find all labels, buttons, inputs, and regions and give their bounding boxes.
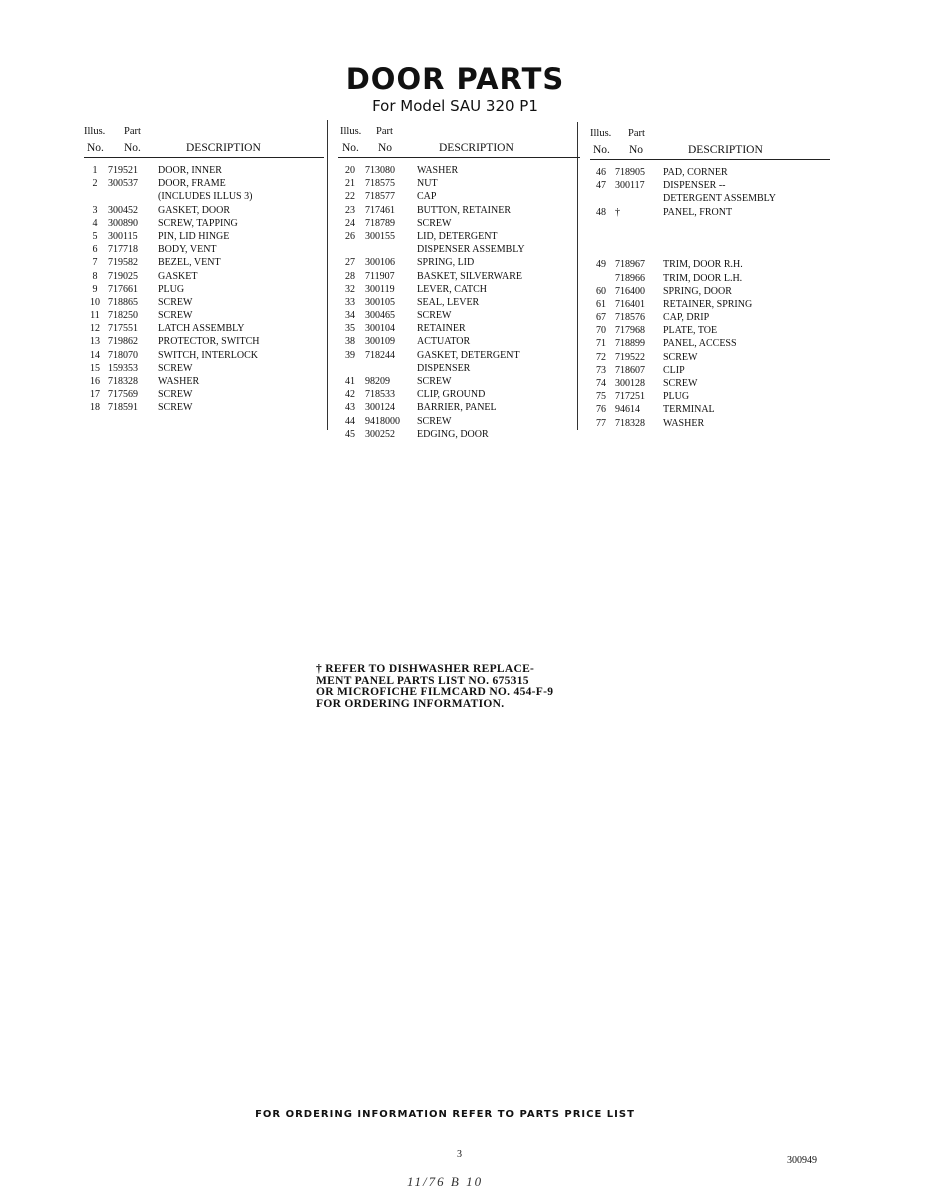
illus-number: 75 — [596, 391, 606, 403]
table-row — [338, 177, 580, 190]
table-row — [590, 232, 830, 245]
table-row — [590, 324, 830, 337]
illus-no-header: No. — [342, 142, 359, 154]
part-number: 718328 — [615, 417, 645, 429]
illus-header: Illus. — [84, 126, 106, 137]
illus-number: 9 — [92, 283, 98, 295]
illus-number: 23 — [345, 204, 355, 216]
part-number: 300119 — [365, 283, 395, 295]
table-row — [338, 296, 580, 309]
part-description: (INCLUDES ILLUS 3) — [158, 191, 253, 203]
part-description: PLUG — [158, 283, 185, 295]
part-number: 719582 — [108, 257, 138, 269]
part-number: 300109 — [365, 336, 395, 348]
illus-number: 77 — [596, 417, 606, 429]
illus-number: 35 — [345, 323, 355, 335]
illus-number: 33 — [345, 296, 355, 308]
part-description: SCREW — [417, 376, 452, 387]
illus-number: 43 — [345, 402, 355, 414]
column-header-bottom — [338, 139, 580, 157]
part-description: TRIM, DOOR L.H. — [663, 272, 743, 284]
part-number: 711907 — [365, 270, 395, 282]
illus-number: 26 — [345, 230, 355, 242]
column-header-top — [590, 126, 830, 141]
part-description: DOOR, FRAME — [158, 178, 226, 190]
part-no-header: No — [629, 144, 644, 156]
table-row — [338, 401, 580, 414]
illus-number: 61 — [596, 298, 606, 310]
illus-number: 34 — [345, 310, 355, 322]
parts-list — [338, 164, 580, 441]
table-row — [84, 283, 324, 296]
note-line: OR MICROFICHE FILMCARD NO. 454-F-9 — [316, 686, 554, 698]
part-description: LATCH ASSEMBLY — [158, 323, 245, 335]
part-number: 713080 — [365, 165, 395, 176]
illus-number: 17 — [90, 389, 100, 401]
part-number: 716401 — [615, 298, 645, 310]
part-description: PLUG — [663, 391, 690, 403]
part-description: SCREW, TAPPING — [158, 217, 238, 229]
illus-number: 49 — [596, 259, 606, 271]
page-title: DOOR PARTS — [345, 62, 565, 96]
part-number: 718789 — [365, 217, 395, 229]
table-row — [84, 177, 324, 190]
part-number: 718328 — [108, 376, 138, 387]
part-number: 718533 — [365, 389, 395, 401]
table-row — [590, 219, 830, 232]
table-row — [590, 311, 830, 324]
table-row — [590, 377, 830, 390]
illus-number: 46 — [596, 167, 606, 178]
table-row — [590, 258, 830, 271]
illus-number: 70 — [596, 325, 606, 337]
illus-number: 2 — [92, 178, 98, 190]
part-number: 718250 — [108, 310, 138, 322]
part-description: SCREW — [417, 415, 452, 427]
illus-number: 18 — [90, 402, 100, 414]
table-row — [338, 349, 580, 362]
illus-header: Illus. — [340, 126, 362, 137]
part-description: SCREW — [417, 217, 452, 229]
part-number: 300128 — [615, 378, 645, 389]
table-row — [338, 256, 580, 269]
part-number: 717718 — [108, 244, 138, 256]
part-description: PANEL, ACCESS — [663, 338, 737, 350]
illus-number: 45 — [345, 428, 355, 440]
illus-number: 38 — [345, 336, 355, 348]
replacement-panel-note — [316, 664, 636, 710]
table-row — [590, 390, 830, 403]
part-description: PAD, CORNER — [663, 167, 728, 178]
illus-number: 7 — [92, 257, 98, 269]
part-header: Part — [376, 126, 393, 137]
table-row — [84, 296, 324, 309]
part-number: 718070 — [108, 349, 138, 361]
part-description: CLIP — [663, 364, 685, 376]
illus-number: 73 — [596, 364, 606, 376]
illus-number: 10 — [90, 296, 100, 308]
page-subtitle: For Model SAU 320 P1 — [372, 97, 538, 115]
illus-number: 15 — [90, 362, 100, 374]
part-description: PANEL, FRONT — [663, 206, 733, 218]
part-description: BASKET, SILVERWARE — [417, 270, 523, 282]
part-number: 300117 — [615, 180, 645, 192]
part-number: 9418000 — [365, 415, 400, 427]
part-number: 716400 — [615, 285, 645, 297]
part-description: DISPENSER ASSEMBLY — [417, 244, 525, 256]
column-header-bottom — [590, 141, 830, 159]
part-number: 300452 — [108, 204, 138, 216]
note-line: † REFER TO DISHWASHER REPLACE- — [316, 663, 535, 675]
part-description: PROTECTOR, SWITCH — [158, 336, 260, 348]
part-number: 300105 — [365, 296, 395, 308]
illus-number: 21 — [345, 178, 355, 190]
part-number: 718607 — [615, 364, 645, 376]
part-number: 300106 — [365, 257, 395, 269]
table-row — [590, 192, 830, 205]
table-row — [590, 298, 830, 311]
table-row — [590, 272, 830, 285]
illus-number: 67 — [596, 312, 606, 324]
table-row — [590, 245, 830, 258]
illus-no-header: No. — [87, 142, 104, 154]
illus-number: 22 — [345, 191, 355, 203]
part-description: SCREW — [417, 310, 452, 322]
table-row — [84, 230, 324, 243]
table-row — [338, 322, 580, 335]
part-description: TERMINAL — [663, 404, 715, 416]
part-description: EDGING, DOOR — [417, 428, 489, 440]
table-row — [590, 403, 830, 416]
illus-number: 8 — [92, 270, 98, 282]
table-row — [84, 270, 324, 283]
table-row — [590, 166, 830, 179]
part-description: SCREW — [158, 402, 193, 414]
part-description: PLATE, TOE — [663, 325, 718, 337]
part-description: SPRING, DOOR — [663, 285, 732, 297]
illus-number: 14 — [90, 349, 100, 361]
page-number: 3 — [457, 1149, 462, 1160]
part-number: 718966 — [615, 272, 645, 284]
part-number: 719521 — [108, 165, 138, 176]
column-header-bottom — [84, 139, 324, 157]
part-no-header: No — [378, 142, 393, 154]
table-row — [84, 349, 324, 362]
part-description: BARRIER, PANEL — [417, 402, 497, 414]
illus-number: 11 — [90, 310, 100, 322]
illus-number: 71 — [596, 338, 606, 350]
part-description: BODY, VENT — [158, 244, 217, 256]
table-row — [338, 283, 580, 296]
illus-number: 16 — [90, 376, 100, 387]
illus-number: 1 — [92, 165, 98, 176]
part-number: 300890 — [108, 217, 138, 229]
table-row — [84, 375, 324, 388]
part-header: Part — [124, 126, 141, 137]
parts-column-3 — [590, 126, 830, 430]
part-number: 718967 — [615, 259, 645, 271]
table-row — [338, 243, 580, 256]
part-number: 718591 — [108, 402, 138, 414]
note-line: MENT PANEL PARTS LIST NO. 675315 — [316, 674, 529, 687]
part-description: CLIP, GROUND — [417, 389, 486, 401]
description-header: DESCRIPTION — [688, 144, 763, 156]
table-row — [338, 309, 580, 322]
part-number: 300537 — [108, 178, 138, 190]
table-row — [590, 351, 830, 364]
part-description: DISPENSER -- — [663, 180, 726, 192]
part-number: 718905 — [615, 167, 645, 178]
part-description: TRIM, DOOR R.H. — [663, 259, 743, 271]
illus-header: Illus. — [590, 128, 612, 139]
illus-number: 24 — [345, 217, 355, 229]
ordering-footer: FOR ORDERING INFORMATION REFER TO PARTS PRICE LIST — [255, 1109, 635, 1120]
illus-number: 27 — [345, 257, 355, 269]
parts-list — [84, 164, 324, 415]
illus-number: 32 — [345, 283, 355, 295]
part-description: SCREW — [158, 389, 193, 401]
part-number: 718865 — [108, 296, 138, 308]
table-row — [338, 335, 580, 348]
table-row — [84, 401, 324, 414]
note-line: FOR ORDERING INFORMATION. — [316, 697, 505, 710]
table-row — [338, 388, 580, 401]
illus-number: 48 — [596, 206, 606, 218]
illus-number: 20 — [345, 165, 355, 176]
table-row — [84, 335, 324, 348]
illus-number: 5 — [92, 230, 98, 242]
part-description: CAP — [417, 191, 437, 203]
part-number: 300124 — [365, 402, 395, 414]
part-description: LEVER, CATCH — [417, 283, 487, 295]
part-number: 300252 — [365, 428, 395, 440]
illus-number: 76 — [596, 404, 606, 416]
illus-number: 6 — [92, 244, 98, 256]
part-description: BEZEL, VENT — [158, 257, 221, 269]
part-description: PIN, LID HINGE — [158, 230, 230, 242]
table-row — [84, 256, 324, 269]
part-header: Part — [628, 128, 645, 139]
illus-number: 42 — [345, 389, 355, 401]
part-description: ACTUATOR — [417, 336, 471, 348]
table-row — [590, 285, 830, 298]
table-row — [84, 164, 324, 177]
column-divider-left — [327, 120, 328, 430]
part-no-header: No. — [124, 142, 141, 154]
part-description: DISPENSER — [417, 362, 471, 374]
part-description: GASKET, DETERGENT — [417, 349, 520, 361]
table-row — [338, 190, 580, 203]
table-row — [338, 428, 580, 441]
column-header-top — [338, 124, 580, 139]
part-description: SCREW — [158, 296, 193, 308]
illus-number: 74 — [596, 378, 606, 389]
illus-number: 13 — [90, 336, 100, 348]
illus-no-header: No. — [593, 144, 610, 156]
part-number: 98209 — [365, 376, 390, 387]
table-row — [338, 375, 580, 388]
illus-number: 44 — [345, 415, 355, 427]
table-row — [84, 217, 324, 230]
header-rule — [338, 157, 580, 158]
part-number: 717461 — [365, 204, 395, 216]
part-number: 159353 — [108, 362, 138, 374]
part-number: 94614 — [615, 404, 640, 416]
header-rule — [590, 159, 830, 160]
table-row — [590, 417, 830, 430]
part-description: GASKET, DOOR — [158, 204, 231, 216]
table-row — [590, 179, 830, 192]
part-description: SCREW — [663, 378, 698, 389]
table-row — [84, 388, 324, 401]
illus-number: 39 — [345, 349, 355, 361]
part-number: 717968 — [615, 325, 645, 337]
part-description: SPRING, LID — [417, 257, 475, 269]
description-header: DESCRIPTION — [439, 142, 514, 154]
part-number: 300104 — [365, 323, 395, 335]
illus-number: 41 — [345, 376, 355, 387]
illus-number: 28 — [345, 270, 355, 282]
part-number: 718575 — [365, 178, 395, 190]
part-number: 719862 — [108, 336, 138, 348]
table-row — [338, 204, 580, 217]
parts-list — [590, 166, 830, 430]
part-description: WASHER — [417, 165, 459, 176]
part-description: BUTTON, RETAINER — [417, 204, 512, 216]
part-description: DOOR, INNER — [158, 165, 222, 176]
part-number: 717551 — [108, 323, 138, 335]
table-row — [84, 243, 324, 256]
table-row — [338, 230, 580, 243]
part-description: CAP, DRIP — [663, 312, 710, 324]
part-number: 718576 — [615, 312, 645, 324]
part-number: 300115 — [108, 230, 138, 242]
part-number: 718577 — [365, 191, 395, 203]
parts-column-2 — [338, 124, 580, 441]
part-number: † — [615, 206, 620, 218]
table-row — [84, 309, 324, 322]
part-description: SCREW — [663, 351, 698, 363]
illus-number: 60 — [596, 285, 606, 297]
illus-number: 47 — [596, 180, 606, 192]
part-number: 718899 — [615, 338, 645, 350]
part-description: WASHER — [158, 376, 200, 387]
table-row — [590, 364, 830, 377]
table-row — [338, 362, 580, 375]
illus-number: 12 — [90, 323, 100, 335]
table-row — [338, 217, 580, 230]
part-description: LID, DETERGENT — [417, 230, 498, 242]
part-number: 717569 — [108, 389, 138, 401]
part-description: RETAINER — [417, 323, 466, 335]
part-description: SCREW — [158, 362, 193, 374]
illus-number: 4 — [92, 217, 98, 229]
part-number: 300155 — [365, 230, 395, 242]
part-description: SWITCH, INTERLOCK — [158, 349, 258, 361]
description-header: DESCRIPTION — [186, 142, 261, 154]
part-number: 717661 — [108, 283, 138, 295]
part-description: GASKET — [158, 270, 198, 282]
part-description: SCREW — [158, 310, 193, 322]
table-row — [338, 164, 580, 177]
table-row — [590, 206, 830, 219]
part-description: DETERGENT ASSEMBLY — [663, 193, 776, 205]
part-number: 719025 — [108, 270, 138, 282]
table-row — [84, 204, 324, 217]
table-row — [84, 322, 324, 335]
document-code: 300949 — [787, 1155, 817, 1166]
part-number: 719522 — [615, 351, 645, 363]
part-description: RETAINER, SPRING — [663, 298, 753, 310]
part-number: 718244 — [365, 349, 395, 361]
table-row — [590, 337, 830, 350]
header-rule — [84, 157, 324, 158]
part-description: WASHER — [663, 417, 705, 429]
part-description: SEAL, LEVER — [417, 296, 480, 308]
table-row — [84, 362, 324, 375]
table-row — [84, 190, 324, 203]
part-description: NUT — [417, 178, 438, 190]
illus-number: 3 — [92, 204, 98, 216]
column-header-top — [84, 124, 324, 139]
table-row — [338, 270, 580, 283]
handwritten-mark: 11/76 B 10 — [407, 1174, 484, 1189]
parts-column-1 — [84, 124, 324, 415]
part-number: 300465 — [365, 310, 395, 322]
table-row — [338, 415, 580, 428]
illus-number: 72 — [596, 351, 606, 363]
part-number: 717251 — [615, 391, 645, 403]
